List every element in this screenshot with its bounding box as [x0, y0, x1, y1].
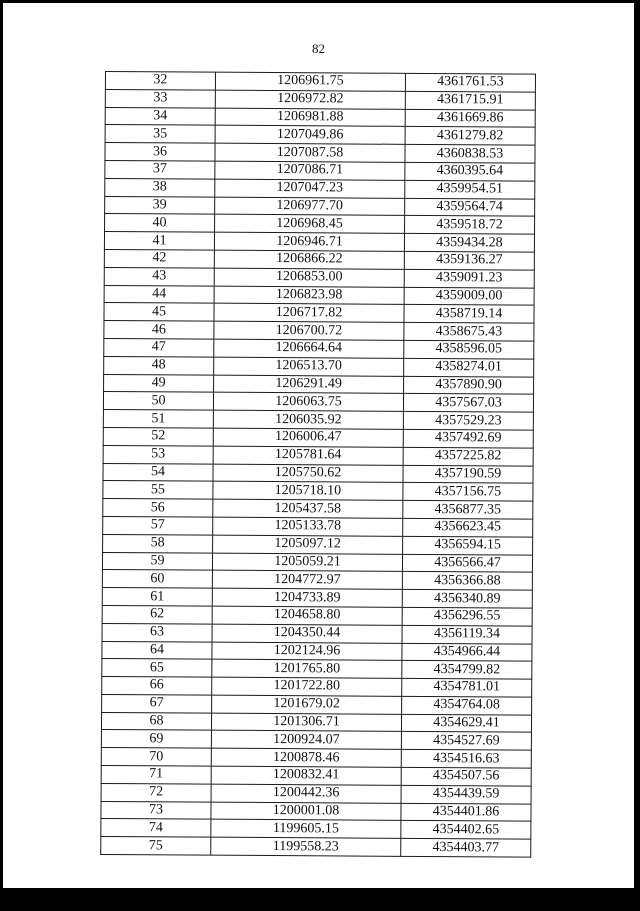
point-number-cell: 66 [102, 677, 212, 695]
point-number-cell: 50 [103, 392, 213, 410]
point-number-cell: 35 [105, 125, 215, 143]
y-coordinate-cell: 4361715.91 [405, 91, 535, 110]
point-number-cell: 68 [101, 712, 211, 730]
x-coordinate-cell: 1206961.75 [215, 72, 405, 91]
x-coordinate-cell: 1205097.12 [213, 535, 403, 554]
x-coordinate-cell: 1200924.07 [211, 731, 401, 750]
point-number-cell: 59 [102, 552, 212, 570]
x-coordinate-cell: 1204350.44 [212, 624, 402, 643]
y-coordinate-cell: 4354439.59 [401, 785, 531, 804]
x-coordinate-cell: 1206866.22 [214, 250, 404, 269]
point-number-cell: 48 [104, 356, 214, 374]
point-number-cell: 47 [104, 338, 214, 356]
x-coordinate-cell: 1200442.36 [211, 784, 401, 803]
y-coordinate-cell: 4356877.35 [403, 500, 533, 519]
point-number-cell: 53 [103, 445, 213, 463]
point-number-cell: 74 [101, 819, 211, 837]
x-coordinate-cell: 1207087.58 [215, 143, 405, 162]
point-number-cell: 49 [104, 374, 214, 392]
x-coordinate-cell: 1206035.92 [213, 410, 403, 429]
x-coordinate-cell: 1206513.70 [214, 357, 404, 376]
x-coordinate-cell: 1205133.78 [213, 517, 403, 536]
y-coordinate-cell: 4357529.23 [403, 411, 533, 430]
y-coordinate-cell: 4361669.86 [405, 109, 535, 128]
y-coordinate-cell: 4357890.90 [404, 376, 534, 395]
y-coordinate-cell: 4356594.15 [403, 536, 533, 555]
x-coordinate-cell: 1204658.80 [212, 606, 402, 625]
y-coordinate-cell: 4358719.14 [404, 305, 534, 324]
y-coordinate-cell: 4354764.08 [402, 696, 532, 715]
x-coordinate-cell: 1206977.70 [215, 197, 405, 216]
y-coordinate-cell: 4354401.86 [401, 803, 531, 822]
y-coordinate-cell: 4356119.34 [402, 625, 532, 644]
x-coordinate-cell: 1206823.98 [214, 286, 404, 305]
y-coordinate-cell: 4357567.03 [403, 394, 533, 413]
point-number-cell: 55 [103, 481, 213, 499]
point-number-cell: 46 [104, 321, 214, 339]
y-coordinate-cell: 4359091.23 [404, 269, 534, 288]
point-number-cell: 73 [101, 801, 211, 819]
x-coordinate-cell: 1206853.00 [214, 268, 404, 287]
x-coordinate-cell: 1202124.96 [212, 642, 402, 661]
y-coordinate-cell: 4359434.28 [404, 234, 534, 253]
y-coordinate-cell: 4360838.53 [405, 145, 535, 164]
x-coordinate-cell: 1206981.88 [215, 108, 405, 127]
x-coordinate-cell: 1206006.47 [213, 428, 403, 447]
x-coordinate-cell: 1206700.72 [214, 321, 404, 340]
x-coordinate-cell: 1204733.89 [212, 588, 402, 607]
x-coordinate-cell: 1199605.15 [211, 820, 401, 839]
document-page [3, 3, 634, 888]
point-number-cell: 67 [102, 694, 212, 712]
point-number-cell: 70 [101, 748, 211, 766]
point-number-cell: 41 [104, 232, 214, 250]
point-number-cell: 44 [104, 285, 214, 303]
point-number-cell: 58 [103, 534, 213, 552]
x-coordinate-cell: 1200001.08 [211, 802, 401, 821]
y-coordinate-cell: 4356566.47 [402, 554, 532, 573]
x-coordinate-cell: 1201765.80 [212, 659, 402, 678]
point-number-cell: 38 [105, 178, 215, 196]
x-coordinate-cell: 1204772.97 [212, 570, 402, 589]
point-number-cell: 62 [102, 605, 212, 623]
point-number-cell: 45 [104, 303, 214, 321]
point-number-cell: 71 [101, 766, 211, 784]
x-coordinate-cell: 1207049.86 [215, 126, 405, 145]
point-number-cell: 43 [104, 267, 214, 285]
x-coordinate-cell: 1201306.71 [211, 713, 401, 732]
y-coordinate-cell: 4359518.72 [405, 216, 535, 235]
point-number-cell: 60 [102, 570, 212, 588]
point-number-cell: 40 [105, 214, 215, 232]
y-coordinate-cell: 4359954.51 [405, 180, 535, 199]
point-number-cell: 52 [103, 427, 213, 445]
y-coordinate-cell: 4357225.82 [403, 447, 533, 466]
y-coordinate-cell: 4354799.82 [402, 661, 532, 680]
point-number-cell: 34 [105, 107, 215, 125]
x-coordinate-cell: 1206291.49 [214, 375, 404, 394]
coordinates-table-body [101, 72, 536, 858]
x-coordinate-cell: 1205718.10 [213, 481, 403, 500]
x-coordinate-cell: 1205059.21 [212, 553, 402, 572]
y-coordinate-cell: 4358675.43 [404, 322, 534, 341]
y-coordinate-cell: 4354966.44 [402, 643, 532, 662]
table-row [101, 837, 531, 857]
y-coordinate-cell: 4361279.82 [405, 127, 535, 146]
y-coordinate-cell: 4354507.56 [401, 767, 531, 786]
point-number-cell: 51 [103, 410, 213, 428]
y-coordinate-cell: 4357190.59 [403, 465, 533, 484]
x-coordinate-cell: 1206972.82 [215, 90, 405, 109]
y-coordinate-cell: 4354402.65 [401, 821, 531, 840]
y-coordinate-cell: 4359009.00 [404, 287, 534, 306]
y-coordinate-cell: 4359136.27 [404, 251, 534, 270]
x-coordinate-cell: 1205437.58 [213, 499, 403, 518]
x-coordinate-cell: 1206717.82 [214, 304, 404, 323]
point-number-cell: 37 [105, 160, 215, 178]
point-number-cell: 72 [101, 783, 211, 801]
point-number-cell: 63 [102, 623, 212, 641]
y-coordinate-cell: 4359564.74 [405, 198, 535, 217]
x-coordinate-cell: 1205750.62 [213, 464, 403, 483]
y-coordinate-cell: 4360395.64 [405, 162, 535, 181]
x-coordinate-cell: 1200832.41 [211, 766, 401, 785]
point-number-cell: 75 [101, 837, 211, 855]
y-coordinate-cell: 4356340.89 [402, 589, 532, 608]
page-number: 82 [312, 41, 325, 56]
y-coordinate-cell: 4356366.88 [402, 572, 532, 591]
y-coordinate-cell: 4354403.77 [401, 839, 531, 858]
point-number-cell: 42 [104, 249, 214, 267]
x-coordinate-cell: 1201722.80 [212, 677, 402, 696]
x-coordinate-cell: 1206946.71 [214, 232, 404, 251]
y-coordinate-cell: 4356623.45 [403, 518, 533, 537]
point-number-cell: 33 [105, 89, 215, 107]
x-coordinate-cell: 1205781.64 [213, 446, 403, 465]
x-coordinate-cell: 1201679.02 [212, 695, 402, 714]
coordinates-table [100, 71, 536, 858]
x-coordinate-cell: 1206968.45 [215, 215, 405, 234]
x-coordinate-cell: 1206664.64 [214, 339, 404, 358]
point-number-cell: 39 [105, 196, 215, 214]
y-coordinate-cell: 4358274.01 [404, 358, 534, 377]
x-coordinate-cell: 1207047.23 [215, 179, 405, 198]
point-number-cell: 61 [102, 588, 212, 606]
y-coordinate-cell: 4354516.63 [401, 750, 531, 769]
x-coordinate-cell: 1199558.23 [211, 837, 401, 856]
y-coordinate-cell: 4354629.41 [401, 714, 531, 733]
x-coordinate-cell: 1200878.46 [211, 748, 401, 767]
point-number-cell: 64 [102, 641, 212, 659]
x-coordinate-cell: 1207086.71 [215, 161, 405, 180]
point-number-cell: 56 [103, 499, 213, 517]
point-number-cell: 57 [103, 516, 213, 534]
x-coordinate-cell: 1206063.75 [213, 393, 403, 412]
y-coordinate-cell: 4354781.01 [402, 678, 532, 697]
point-number-cell: 32 [105, 72, 215, 90]
point-number-cell: 54 [103, 463, 213, 481]
y-coordinate-cell: 4354527.69 [401, 732, 531, 751]
y-coordinate-cell: 4357156.75 [403, 483, 533, 502]
y-coordinate-cell: 4356296.55 [402, 607, 532, 626]
point-number-cell: 65 [102, 659, 212, 677]
y-coordinate-cell: 4357492.69 [403, 429, 533, 448]
y-coordinate-cell: 4361761.53 [405, 73, 535, 92]
y-coordinate-cell: 4358596.05 [404, 340, 534, 359]
point-number-cell: 36 [105, 143, 215, 161]
point-number-cell: 69 [101, 730, 211, 748]
